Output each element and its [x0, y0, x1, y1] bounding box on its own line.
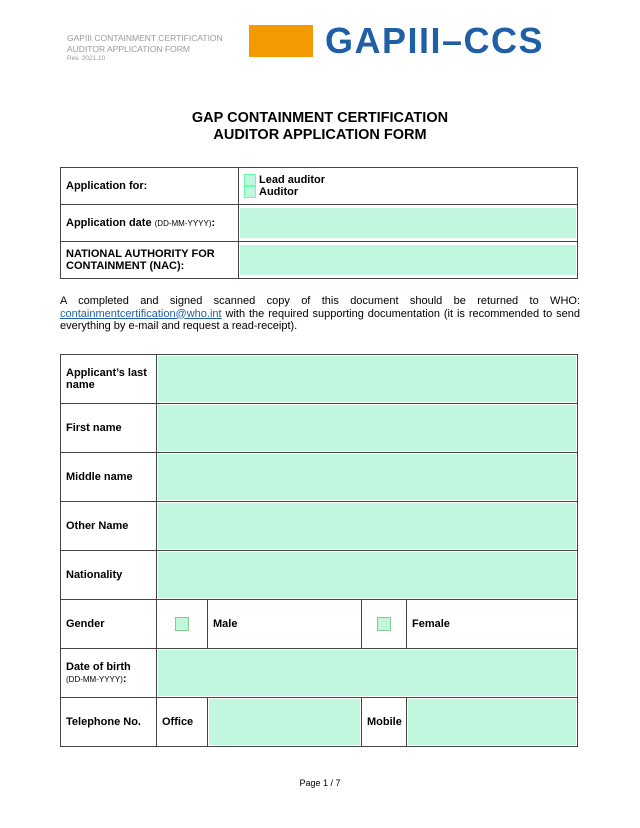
- first-name-label: First name: [61, 404, 157, 453]
- other-name-field[interactable]: [157, 502, 578, 551]
- option-lead-auditor[interactable]: Lead auditor: [244, 174, 577, 186]
- male-label: Male: [208, 600, 362, 649]
- header-line-1: GAPIII CONTAINMENT CERTIFICATION: [67, 33, 223, 43]
- instruction-paragraph: A completed and signed scanned copy of this document should be returned to WHO: containmentcertification@who.int with the required supporting documentation (it is recommended to send everything by e-mail and request a read-receipt).: [60, 295, 580, 332]
- page-title: [0, 110, 640, 144]
- header-revision: Rev. 2021.10: [67, 55, 106, 62]
- title-line-1: GAP CONTAINMENT CERTIFICATION: [191, 110, 449, 126]
- middle-name-field[interactable]: [157, 453, 578, 502]
- office-phone-field[interactable]: [208, 698, 362, 747]
- gender-female-checkbox-cell[interactable]: [362, 600, 407, 649]
- checkbox-male[interactable]: [175, 617, 189, 631]
- header-doc-info: [67, 33, 223, 64]
- checkbox-lead-auditor[interactable]: [244, 174, 256, 186]
- application-date-field[interactable]: [239, 205, 578, 242]
- checkbox-female[interactable]: [377, 617, 391, 631]
- nationality-field[interactable]: [157, 551, 578, 600]
- application-for-label: Application for:: [61, 168, 239, 205]
- logo: GAPIII–CCS: [325, 20, 545, 61]
- telephone-label: Telephone No.: [61, 698, 157, 747]
- application-options: [239, 168, 578, 205]
- who-email-link[interactable]: containmentcertification@who.int: [60, 307, 222, 320]
- first-name-field[interactable]: [157, 404, 578, 453]
- last-name-field[interactable]: [157, 355, 578, 404]
- female-label: Female: [407, 600, 578, 649]
- nac-field[interactable]: [239, 242, 578, 279]
- checkbox-auditor[interactable]: [244, 186, 256, 198]
- personal-info-table: [60, 354, 578, 747]
- nac-label: NATIONAL AUTHORITY FOR CONTAINMENT (NAC):: [61, 242, 239, 279]
- header-line-2: AUDITOR APPLICATION FORM: [67, 43, 190, 54]
- gender-male-checkbox-cell[interactable]: [157, 600, 208, 649]
- nationality-label: Nationality: [61, 551, 157, 600]
- mobile-label: Mobile: [362, 698, 407, 747]
- mobile-phone-field[interactable]: [407, 698, 578, 747]
- application-table: [60, 167, 578, 279]
- other-name-label: Other Name: [61, 502, 157, 551]
- gender-label: Gender: [61, 600, 157, 649]
- logo-orange-block: [249, 25, 313, 57]
- title-line-2: AUDITOR APPLICATION FORM: [213, 127, 427, 143]
- last-name-label: Applicant’s last name: [61, 355, 157, 404]
- application-date-label: Application date (DD-MM-YYYY):: [61, 205, 239, 242]
- middle-name-label: Middle name: [61, 453, 157, 502]
- office-label: Office: [157, 698, 208, 747]
- page-number: Page 1 / 7: [299, 778, 341, 788]
- dob-field[interactable]: [157, 649, 578, 698]
- dob-label: Date of birth (DD-MM-YYYY):: [61, 649, 157, 698]
- option-auditor[interactable]: Auditor: [244, 186, 577, 198]
